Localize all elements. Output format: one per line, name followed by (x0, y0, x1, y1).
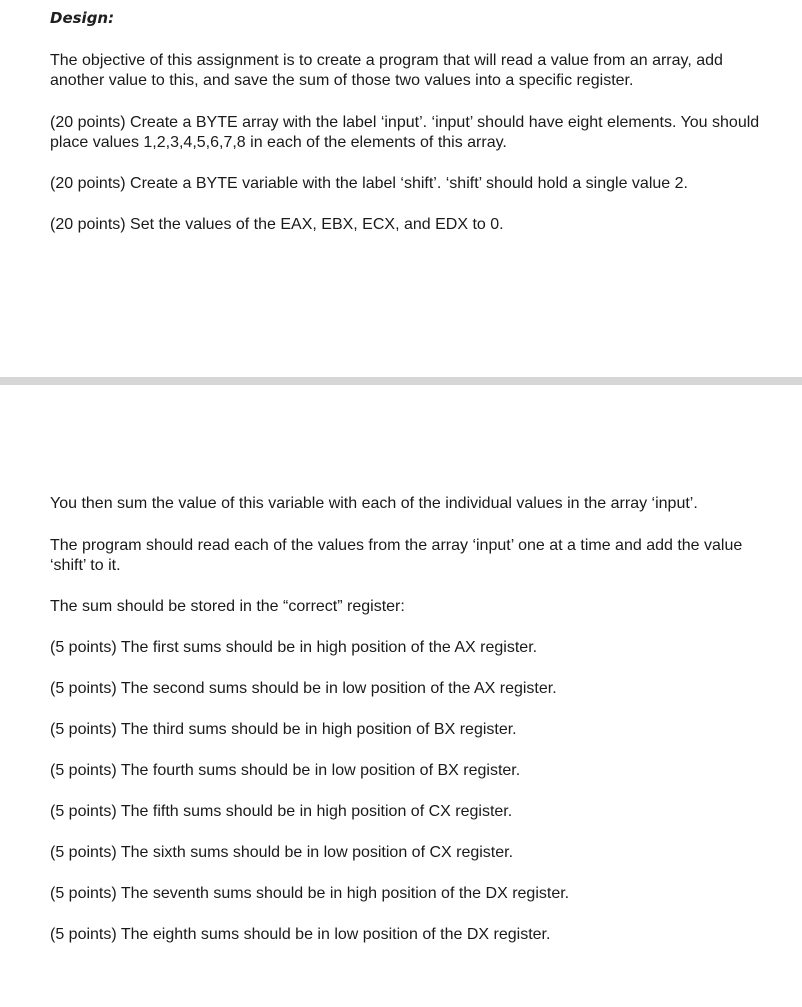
register-item-4: (5 points) The fourth sums should be in low position of BX register. (50, 762, 521, 779)
page-separator (0, 377, 802, 385)
registers-requirement: (20 points) Set the values of the EAX, EBX, ECX, and EDX to 0. (50, 216, 504, 233)
objective-paragraph: The objective of this assignment is to create a program that will read a value from an array, add another value to this, and save the sum of those two values into a specific register. (50, 52, 723, 89)
document-page-1 (0, 0, 802, 377)
store-instruction-paragraph: The sum should be stored in the “correct” register: (50, 598, 405, 615)
register-item-5: (5 points) The fifth sums should be in high position of CX register. (50, 803, 513, 820)
section-heading: Design: (50, 9, 115, 27)
register-item-8: (5 points) The eighth sums should be in low position of the DX register. (50, 926, 551, 943)
register-item-3: (5 points) The third sums should be in high position of BX register. (50, 721, 517, 738)
sum-intro-paragraph: You then sum the value of this variable with each of the individual values in the array ‘input’. (50, 495, 698, 512)
shift-requirement: (20 points) Create a BYTE variable with the label ‘shift’. ‘shift’ should hold a single value 2. (50, 175, 688, 192)
array-requirement: (20 points) Create a BYTE array with the label ‘input’. ‘input’ should have eight elements. You should place values 1,2,3,4,5,6,7,8 in each of the elements of this array. (50, 114, 760, 151)
read-instruction-paragraph: The program should read each of the values from the array ‘input’ one at a time and add the value ‘shift’ to it. (50, 537, 743, 574)
document-page-2 (0, 385, 802, 1007)
register-item-2: (5 points) The second sums should be in low position of the AX register. (50, 680, 557, 697)
register-item-6: (5 points) The sixth sums should be in low position of CX register. (50, 844, 514, 861)
register-item-1: (5 points) The first sums should be in high position of the AX register. (50, 639, 538, 656)
register-item-7: (5 points) The seventh sums should be in high position of the DX register. (50, 885, 570, 902)
